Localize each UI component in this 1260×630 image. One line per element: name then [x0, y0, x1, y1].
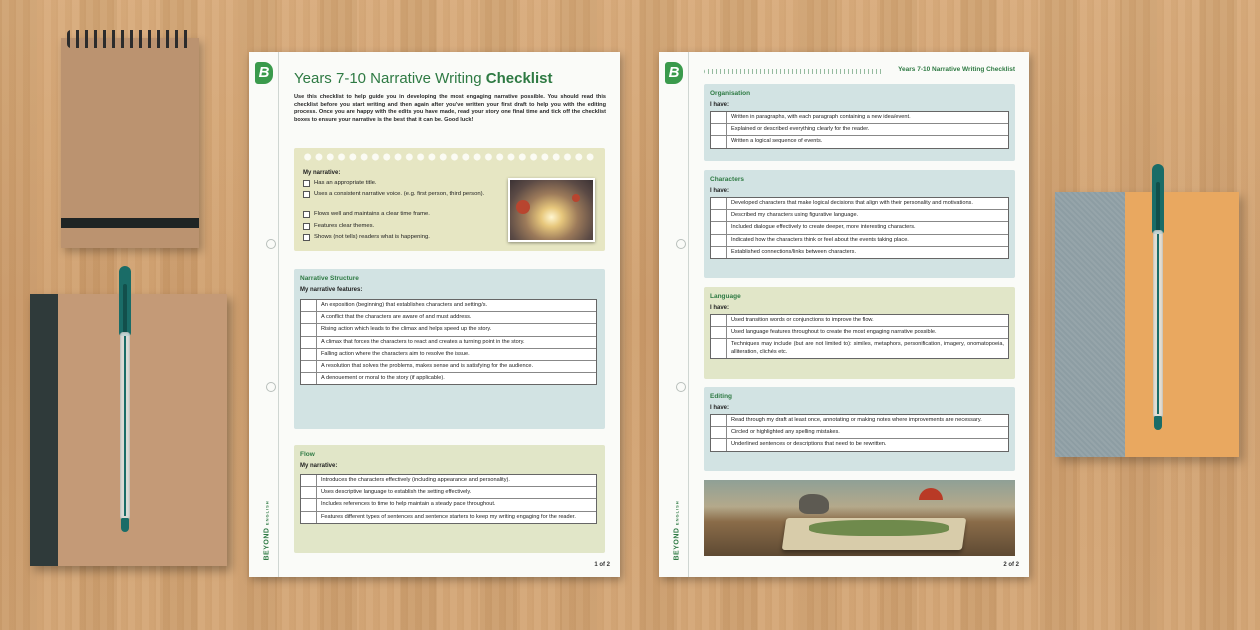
- perforation: [302, 153, 597, 161]
- table-row: [301, 487, 596, 499]
- table-row: [711, 327, 1008, 339]
- checkbox[interactable]: [303, 223, 310, 230]
- table-row: [301, 512, 596, 523]
- row-text: Underlined sentences or descriptions that need to be rewritten.: [731, 441, 887, 448]
- section-lead: I have:: [710, 188, 730, 194]
- editing-box: [704, 387, 1015, 471]
- table-row: [301, 312, 596, 324]
- checkbox-cell[interactable]: [301, 337, 317, 348]
- section-lead: I have:: [710, 102, 730, 108]
- organisation-box: [704, 84, 1015, 161]
- language-box: [704, 287, 1015, 379]
- table-row: [301, 475, 596, 487]
- checkbox-item[interactable]: Flows well and maintains a clear time frame.: [303, 211, 503, 219]
- checklist-table: [710, 414, 1009, 452]
- checkbox-cell[interactable]: [711, 124, 727, 135]
- checkbox-cell[interactable]: [711, 247, 727, 258]
- checkbox[interactable]: [303, 234, 310, 241]
- punch-hole-icon: [266, 382, 276, 392]
- checkbox[interactable]: [303, 211, 310, 218]
- section-lead: I have:: [710, 305, 730, 311]
- page-number: 2 of 2: [1003, 562, 1019, 568]
- table-row: [301, 300, 596, 312]
- checkbox-cell[interactable]: [711, 339, 727, 357]
- table-row: [711, 235, 1008, 247]
- table-row: [301, 324, 596, 336]
- table-row: [301, 361, 596, 373]
- checkbox-cell[interactable]: [711, 439, 727, 450]
- section-title: Characters: [710, 176, 744, 183]
- checkbox-cell[interactable]: [711, 210, 727, 221]
- beyond-logo-icon: B: [665, 62, 683, 84]
- brand-sub: ENGLISH: [264, 500, 270, 526]
- row-text: Circled or highlighted any spelling mistakes.: [731, 429, 840, 436]
- table-row: [301, 373, 596, 384]
- row-text: Described my characters using figurative language.: [731, 212, 859, 219]
- checkbox-cell[interactable]: [301, 512, 317, 523]
- checklist-page-2: [659, 52, 1029, 577]
- narrative-lead: My narrative:: [303, 170, 341, 176]
- storybook-photo: [508, 178, 595, 242]
- checkbox-cell[interactable]: [301, 499, 317, 510]
- table-row: [711, 222, 1008, 234]
- spiral-notepad: [61, 38, 199, 248]
- beyond-logo-icon: B: [255, 62, 273, 84]
- row-text: A conflict that the characters are aware of and must address.: [321, 314, 472, 321]
- row-text: Rising action which leads to the climax and helps speed up the story.: [321, 326, 492, 333]
- row-text: Included dialogue effectively to create deeper, more interesting characters.: [731, 224, 916, 231]
- checklist-table: [710, 197, 1009, 259]
- table-row: [711, 210, 1008, 222]
- row-text: An exposition (beginning) that establishes characters and setting/s.: [321, 302, 488, 308]
- table-row: [711, 136, 1008, 147]
- notebook-spine: [30, 294, 58, 566]
- characters-box: [704, 170, 1015, 278]
- title-regular: Years 7-10 Narrative Writing: [294, 70, 482, 87]
- checklist-table: [300, 474, 597, 524]
- section-title: Flow: [300, 451, 315, 458]
- table-row: [711, 439, 1008, 450]
- row-text: Includes references to time to help maintain a steady pace throughout.: [321, 501, 496, 508]
- page-margin-line: [688, 52, 689, 577]
- row-text: A resolution that solves the problems, makes sense and is satisfying for the audience.: [321, 363, 534, 370]
- table-row: [711, 124, 1008, 136]
- checkbox-cell[interactable]: [301, 349, 317, 360]
- brand-sub: ENGLISH: [674, 500, 680, 526]
- page-header: [704, 65, 1015, 77]
- brand-vertical: [674, 491, 681, 561]
- page-number: 1 of 2: [594, 562, 610, 568]
- intro-paragraph: Use this checklist to help guide you in developing the most engaging narrative possible. You should read this checklist before you start writing and then again after you've written your first draft to help you with the editing process. Once you are happy with the edits you have made, read your story one final time and tick off the checklist boxes to ensure your narrative is the best that it can be. Good luck!: [294, 94, 606, 123]
- checkbox[interactable]: [303, 180, 310, 187]
- page-title: [294, 70, 552, 87]
- row-text: Used transition words or conjunctions to improve the flow.: [731, 317, 874, 323]
- checklist-table: [300, 299, 597, 385]
- spiral-rings: [67, 30, 193, 48]
- table-row: [711, 339, 1008, 357]
- checkbox-cell[interactable]: [301, 324, 317, 335]
- brand-name: BEYOND: [263, 527, 271, 561]
- checkbox-item[interactable]: Uses a consistent narrative voice. (e.g. first person, third person).: [303, 191, 503, 199]
- row-text: Used language features throughout to create the most engaging narrative possible.: [731, 329, 937, 336]
- table-row: [301, 337, 596, 349]
- checkbox-cell[interactable]: [711, 235, 727, 246]
- section-title: Editing: [710, 393, 733, 400]
- title-bold: Checklist: [485, 70, 553, 87]
- punch-hole-icon: [676, 382, 686, 392]
- checkbox-cell[interactable]: [711, 427, 727, 438]
- row-text: Uses descriptive language to establish the setting effectively.: [321, 489, 472, 496]
- table-row: [711, 198, 1008, 210]
- checkbox-item[interactable]: Features clear themes.: [303, 223, 503, 231]
- section-title: Organisation: [710, 90, 751, 97]
- narrative-structure-box: [294, 269, 605, 429]
- checkbox-cell[interactable]: [301, 312, 317, 323]
- wave-divider: [704, 69, 884, 74]
- section-lead: My narrative:: [300, 463, 338, 469]
- checkbox-cell[interactable]: [711, 112, 727, 123]
- checkbox-item[interactable]: Shows (not tells) readers what is happening.: [303, 234, 503, 242]
- row-text: Written in paragraphs, with each paragraph containing a new idea/event.: [731, 114, 911, 120]
- checkbox[interactable]: [303, 191, 310, 198]
- checkbox-cell[interactable]: [301, 300, 317, 311]
- pen-right: [1151, 164, 1165, 432]
- checkbox-cell[interactable]: [711, 222, 727, 233]
- brand-vertical: [264, 491, 271, 561]
- punch-hole-icon: [676, 239, 686, 249]
- checkbox-cell[interactable]: [301, 373, 317, 384]
- table-row: [301, 499, 596, 511]
- row-text: Developed characters that make logical decisions that align with their personality and motivations.: [731, 200, 973, 206]
- checklist-page-1: [249, 52, 620, 577]
- checkbox-cell[interactable]: [711, 136, 727, 147]
- section-title: Language: [710, 293, 741, 300]
- flow-box: [294, 445, 605, 553]
- section-lead: My narrative features:: [300, 287, 363, 293]
- checkbox-item[interactable]: Has an appropriate title.: [303, 180, 503, 188]
- header-title: Years 7-10 Narrative Writing Checklist: [898, 66, 1015, 73]
- section-title: Narrative Structure: [300, 275, 359, 282]
- table-row: [711, 415, 1008, 427]
- grey-cover: [1055, 192, 1125, 457]
- row-text: Indicated how the characters think or feel about the events taking place.: [731, 236, 909, 243]
- checkbox-cell[interactable]: [711, 415, 727, 426]
- elastic-band: [61, 218, 199, 228]
- table-row: [711, 247, 1008, 258]
- checkbox-cell[interactable]: [301, 475, 317, 486]
- row-text: Established connections/links between characters.: [731, 248, 856, 255]
- row-text: Explained or described everything clearly for the reader.: [731, 126, 870, 133]
- row-text: A denouement or moral to the story (if applicable).: [321, 375, 445, 382]
- section-lead: I have:: [710, 405, 730, 411]
- table-row: [711, 427, 1008, 439]
- table-row: [301, 349, 596, 361]
- checklist-table: [710, 314, 1009, 359]
- row-text: A climax that forces the characters to react and creates a turning point in the story.: [321, 338, 525, 345]
- row-text: Introduces the characters effectively (including appearance and personality).: [321, 477, 510, 483]
- checkbox-cell[interactable]: [301, 487, 317, 498]
- table-row: [711, 112, 1008, 124]
- checkbox-cell[interactable]: [711, 198, 727, 209]
- page-margin-line: [278, 52, 279, 577]
- checkbox-cell[interactable]: [711, 315, 727, 326]
- brand-name: BEYOND: [673, 527, 681, 561]
- row-text: Written a logical sequence of events.: [731, 138, 823, 145]
- open-book-photo: [704, 480, 1015, 556]
- row-text: Techniques may include (but are not limited to): similes, metaphors, personification, imagery, onomatopoeia, alliteration, clichés etc.: [731, 341, 1004, 355]
- pen-left: [118, 266, 132, 534]
- row-text: Falling action where the characters aim to resolve the issue.: [321, 350, 470, 357]
- punch-hole-icon: [266, 239, 276, 249]
- checklist-table: [710, 111, 1009, 149]
- table-row: [711, 315, 1008, 327]
- row-text: Read through my draft at least once, annotating or making notes where improvements are necessary.: [731, 417, 982, 423]
- orange-book: [1055, 192, 1239, 457]
- row-text: Features different types of sentences and sentence starters to keep my writing engaging for the reader.: [321, 513, 576, 520]
- checkbox-cell[interactable]: [301, 361, 317, 372]
- checkbox-cell[interactable]: [711, 327, 727, 338]
